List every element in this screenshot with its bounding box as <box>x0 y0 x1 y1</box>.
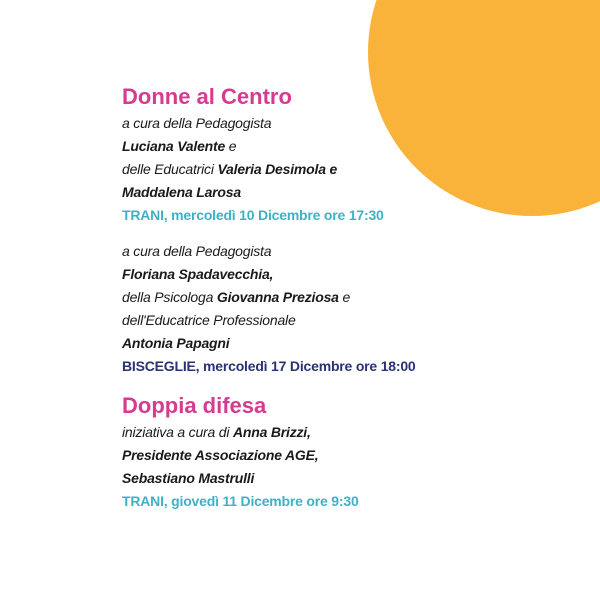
organizer-line <box>122 286 592 309</box>
organizer-role: delle Educatrici <box>122 161 218 177</box>
organizer-role: dell'Educatrice Professionale <box>122 312 296 328</box>
organizer-line <box>122 112 592 135</box>
event-donne-al-centro <box>122 82 592 226</box>
organizer-role: a cura della Pedagogista <box>122 243 272 259</box>
organizer-role: della Psicologa <box>122 289 217 305</box>
organizer-name: Presidente Associazione AGE, <box>122 447 319 463</box>
event-date: TRANI, mercoledì 10 Dicembre ore 17:30 <box>122 207 384 223</box>
organizer-line <box>122 421 592 444</box>
organizer-line <box>122 263 592 286</box>
organizer-name: Luciana Valente <box>122 138 226 154</box>
event-date: BISCEGLIE, mercoledì 17 Dicembre ore 18:00 <box>122 358 416 374</box>
organizer-name: Floriana Spadavecchia, <box>122 266 274 282</box>
organizer-line <box>122 309 592 332</box>
event-date: TRANI, giovedì 11 Dicembre ore 9:30 <box>122 493 359 509</box>
organizer-role: iniziativa a cura di <box>122 424 233 440</box>
organizer-line <box>122 135 592 158</box>
event-doppia-difesa <box>122 391 592 512</box>
event-title: Donne al Centro <box>122 84 292 109</box>
organizer-name: Valeria Desimola e <box>217 161 338 177</box>
organizer-line <box>122 444 592 467</box>
organizer-conjunction: e <box>338 289 351 305</box>
organizer-name: Anna Brizzi, <box>232 424 311 440</box>
organizer-role: a cura della Pedagogista <box>122 115 272 131</box>
organizer-line <box>122 467 592 490</box>
organizer-name: Sebastiano Mastrulli <box>122 470 255 486</box>
organizer-line <box>122 158 592 181</box>
event-title: Doppia difesa <box>122 393 267 418</box>
organizer-name: Maddalena Larosa <box>122 184 241 200</box>
organizer-line <box>122 332 592 355</box>
organizer-line <box>122 181 592 204</box>
event-list <box>122 82 592 512</box>
organizer-conjunction: e <box>225 138 237 154</box>
organizer-name: Giovanna Preziosa <box>216 289 339 305</box>
event-bisceglie <box>122 240 592 377</box>
organizer-line <box>122 240 592 263</box>
organizer-name: Antonia Papagni <box>122 335 230 351</box>
